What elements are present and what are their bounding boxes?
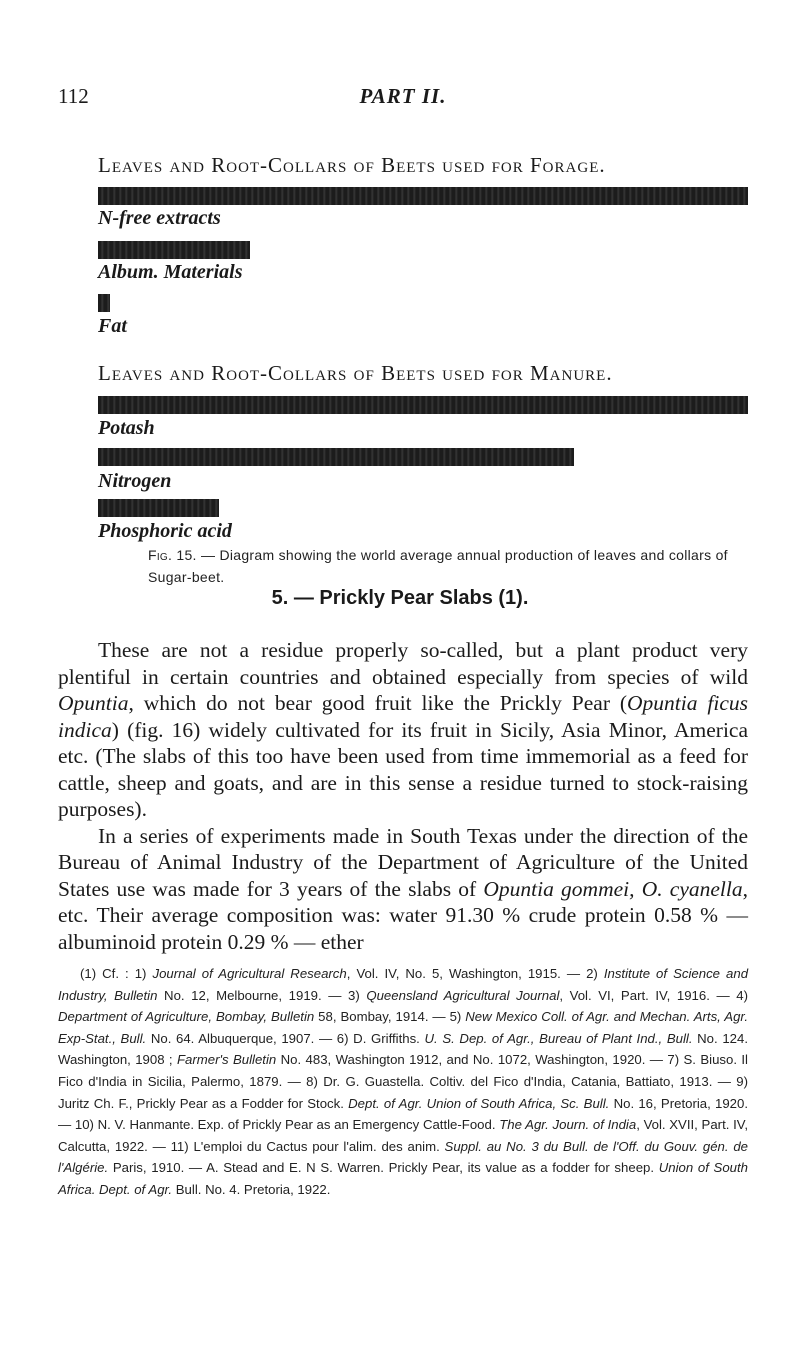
bar-label-manure-1: Nitrogen: [98, 470, 172, 492]
footnote-run-15: Dept. of Agr. Union of South Africa, Sc. Bull.: [348, 1095, 610, 1111]
bar-label-manure-0: Potash: [98, 417, 155, 439]
footnote-run-14: No. 483, Washington 1912, and No. 1072, Washington, 1920. — 7) S. Biuso. Il Fico d'India in Sicilia, Palermo, 1879. — 8) Dr. G. Guastella. Coltiv. del Fico d'India, Catania, Battiato, 1913. — 9) Juritz Ch. F., Prickly Pear as a Fodder for Stock.: [58, 1052, 748, 1111]
bar-forage-0: [98, 187, 748, 205]
body-text: [58, 637, 748, 955]
section-heading: 5. — Prickly Pear Slabs (1).: [271, 587, 529, 609]
body-paragraph-1: [58, 637, 748, 823]
footnote-run-7: Department of Agriculture, Bombay, Bulletin: [58, 1009, 315, 1025]
footnote-run-11: U. S. Dep. of Agr., Bureau of Plant Ind., Bull.: [424, 1030, 693, 1046]
body-p1-run-4: ) (fig. 16) widely cultivated for its fruit in Sicily, Asia Minor, America etc. (The slabs of this too have been used from time immemorial as a feed for cattle, sheep and goats, and are in this sense a residue turned to stock-raising purposes).: [58, 717, 748, 821]
bar-label-forage-0: N-free extracts: [98, 207, 221, 229]
body-p2-run-0: In a series of experiments made in South Texas under the direction of the Bureau of Animal Industry of the Department of Agriculture of the United States use was made for 3 years of the slabs of: [58, 823, 748, 901]
bar-label-forage-2: Fat: [98, 315, 127, 337]
bar-manure-1: [98, 448, 574, 466]
figure-title-forage: Leaves and Root-Collars of Beets used for Forage.: [98, 153, 606, 177]
figure-caption: [148, 544, 748, 588]
page-header: [58, 84, 748, 114]
figure-title-manure: Leaves and Root-Collars of Beets used for Manure.: [98, 361, 613, 385]
footnote-run-5: Queensland Agricultural Journal: [366, 987, 560, 1003]
bar-manure-0-fill: [98, 396, 748, 414]
footnote-run-19: Suppl. au No. 3 du Bull. de l'Off. du Gouv. gén. de l'Algérie.: [58, 1138, 748, 1176]
body-p1-run-1: Opuntia: [58, 691, 129, 715]
footnote-run-20: Paris, 1910. — A. Stead and E. N S. Warren. Prickly Pear, its value as a fodder for sheep.: [108, 1160, 659, 1176]
body-paragraph-2: [58, 823, 748, 956]
bar-forage-0-fill: [98, 187, 748, 205]
bar-label-forage-1: Album. Materials: [98, 261, 243, 283]
page-number: 112: [58, 84, 89, 108]
footnote-run-1: Journal of Agricultural Research: [152, 966, 347, 981]
body-p1-run-3: Opuntia ficus indica: [58, 691, 748, 742]
bar-manure-0: [98, 396, 748, 414]
bar-manure-2: [98, 499, 219, 517]
footnotes: [58, 963, 748, 1201]
body-p2-run-1: Opuntia gommei, O. cyanella: [483, 876, 743, 901]
footnote-run-22: Bull. No. 4. Pretoria, 1922.: [172, 1181, 331, 1197]
footnote-run-9: New Mexico Coll. of Agr. and Mechan. Arts, Agr. Exp-Stat., Bull.: [58, 1009, 748, 1046]
footnote-run-17: The Agr. Journ. of India: [499, 1117, 637, 1133]
bar-manure-2-fill: [98, 499, 219, 517]
bar-label-manure-2: Phosphoric acid: [98, 520, 232, 542]
bar-forage-2-fill: [98, 294, 110, 312]
body-p1-run-0: These are not a residue properly so-called, but a plant product very plentiful in certain countries and obtained especially from species of wild: [58, 638, 748, 689]
body-p2-run-2: , etc. Their average composition was: water 91.30 % crude protein 0.58 % — albuminoid protein 0.29 % — ether: [58, 876, 748, 954]
footnote-run-6: , Vol. VI, Part. IV, 1916. — 4): [559, 987, 748, 1003]
bar-forage-2: [98, 294, 110, 312]
footnote-run-18: , Vol. XVII, Part. IV, Calcutta, 1922. — 11) L'emploi du Cactus pour l'alim. des anim.: [58, 1117, 749, 1154]
bar-forage-1: [98, 241, 250, 259]
bar-forage-1-fill: [98, 241, 250, 259]
body-p1-run-2: , which do not bear good fruit like the Prickly Pear (: [128, 691, 628, 715]
caption-prefix: Fig. 15.: [148, 547, 197, 563]
footnote-run-10: No. 64. Albuquerque, 1907. — 6) D. Griffiths.: [146, 1030, 425, 1046]
footnote-run-16: No. 16, Pretoria, 1920. — 10) N. V. Hanmante. Exp. of Prickly Pear as an Emergency Cattle-Food.: [58, 1095, 749, 1133]
footnote-run-13: Farmer's Bulletin: [176, 1052, 277, 1068]
footnote-run-4: No. 12, Melbourne, 1919. — 3): [157, 987, 367, 1003]
footnote-run-3: Institute of Science and Industry, Bulletin: [58, 966, 749, 1003]
footnote-run-8: 58, Bombay, 1914. — 5): [314, 1009, 466, 1025]
bar-manure-1-fill: [98, 448, 574, 466]
caption-text: — Diagram showing the world average annual production of leaves and collars of Sugar-beet.: [148, 547, 728, 585]
footnote-run-0: (1) Cf. : 1): [80, 966, 153, 981]
footnote-run-12: No. 124. Washington, 1908 ;: [58, 1030, 748, 1068]
running-head: PART II.: [359, 84, 447, 108]
footnote-run-2: , Vol. IV, No. 5, Washington, 1915. — 2): [346, 966, 604, 981]
footnote-run-21: Union of South Africa. Dept. of Agr.: [58, 1160, 748, 1197]
